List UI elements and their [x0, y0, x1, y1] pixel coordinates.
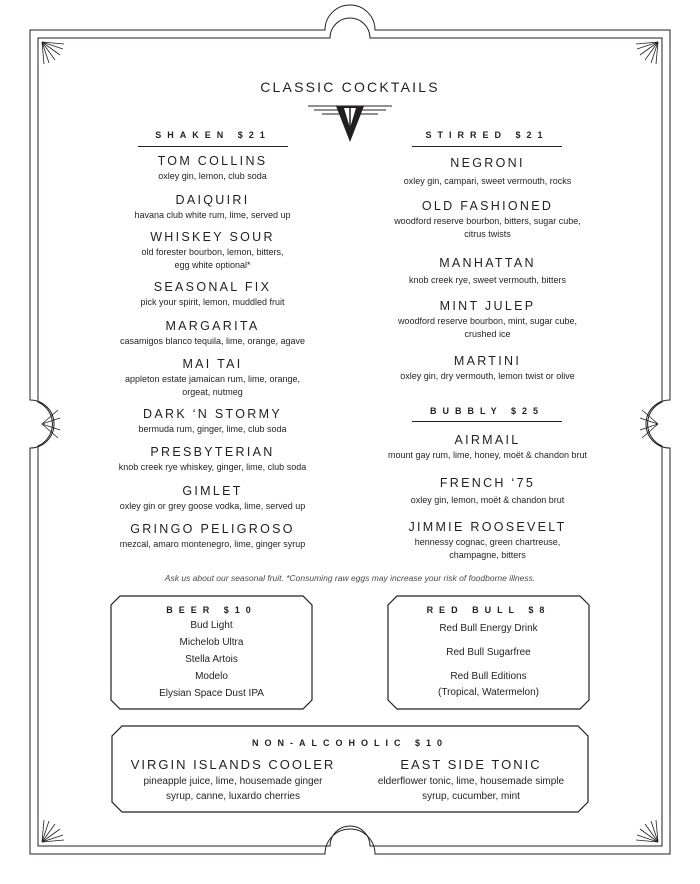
redbull-list — [388, 621, 589, 701]
list-item: WHISKEY SOUR old forester bourbon, lemon, bitters, egg white optional* — [141, 230, 284, 270]
list-item: Bud Light — [190, 620, 233, 631]
list-item: PRESBYTERIAN knob creek rye whiskey, ginger, lime, club soda — [118, 445, 307, 472]
list-item: Red Bull Energy Drink — [439, 623, 538, 634]
list-item: MANHATTAN knob creek rye, sweet vermouth, bitters — [408, 256, 567, 285]
stirred-heading: STIRRED $21 — [425, 130, 549, 140]
list-item: MARGARITA casamigos blanco tequila, lime, orange, agave — [119, 319, 306, 346]
list-item: DAIQUIRI havana club white rum, lime, served up — [134, 193, 291, 220]
list-item: DARK ‘N STORMY bermuda rum, ginger, lime, club soda — [138, 407, 287, 434]
list-item: GIMLET oxley gin or grey goose vodka, lime, served up — [119, 484, 306, 511]
non-alcoholic-heading: NON-ALCOHOLIC $10 — [251, 738, 448, 748]
beer-heading: BEER $10 — [166, 605, 257, 615]
non-alcoholic-item: VIRGIN ISLANDS COOLER pineapple juice, lime, housemade ginger syrup, canne, luxardo cherries — [130, 757, 336, 802]
list-item: AIRMAIL mount gay rum, lime, honey, moët & chandon brut — [388, 433, 587, 460]
list-item: Red Bull Sugarfree — [446, 647, 531, 658]
menu-title: CLASSIC COCKTAILS — [260, 79, 440, 95]
list-item: FRENCH ‘75 oxley gin, lemon, moët & chandon brut — [410, 476, 565, 505]
footnote: Ask us about our seasonal fruit. *Consuming raw eggs may increase your risk of foodborne illness. — [164, 573, 536, 583]
beer-list — [111, 618, 312, 702]
list-item: SEASONAL FIX pick your spirit, lemon, muddled fruit — [140, 280, 285, 307]
list-item: TOM COLLINS oxley gin, lemon, club soda — [157, 154, 268, 181]
list-item: MARTINI oxley gin, dry vermouth, lemon twist or olive — [400, 354, 575, 381]
list-item: Stella Artois — [185, 654, 238, 665]
list-item: OLD FASHIONED woodford reserve bourbon, bitters, sugar cube, citrus twists — [394, 199, 581, 239]
redbull-heading: RED BULL $8 — [426, 605, 551, 615]
list-item: JIMMIE ROOSEVELT hennessy cognac, green chartreuse, champagne, bitters — [408, 520, 567, 560]
shaken-heading: SHAKEN $21 — [155, 130, 271, 140]
list-item: Modelo — [195, 671, 228, 682]
list-item: MAI TAI appleton estate jamaican rum, lime, orange, orgeat, nutmeg — [124, 357, 301, 397]
list-item: MINT JULEP woodford reserve bourbon, mint, sugar cube, crushed ice — [397, 299, 578, 339]
list-item: NEGRONI oxley gin, campari, sweet vermouth, rocks — [403, 156, 572, 186]
non-alcoholic-item: EAST SIDE TONIC elderflower tonic, lime, housemade simple syrup, cucumber, mint — [377, 757, 565, 802]
list-item: Michelob Ultra — [179, 637, 244, 648]
bubbly-heading: BUBBLY $25 — [429, 406, 545, 416]
list-item: GRINGO PELIGROSO mezcal, amaro montenegro, lime, ginger syrup — [119, 522, 306, 549]
list-item: Red Bull Editions (Tropical, Watermelon) — [438, 671, 539, 698]
list-item: Elysian Space Dust IPA — [159, 688, 264, 699]
